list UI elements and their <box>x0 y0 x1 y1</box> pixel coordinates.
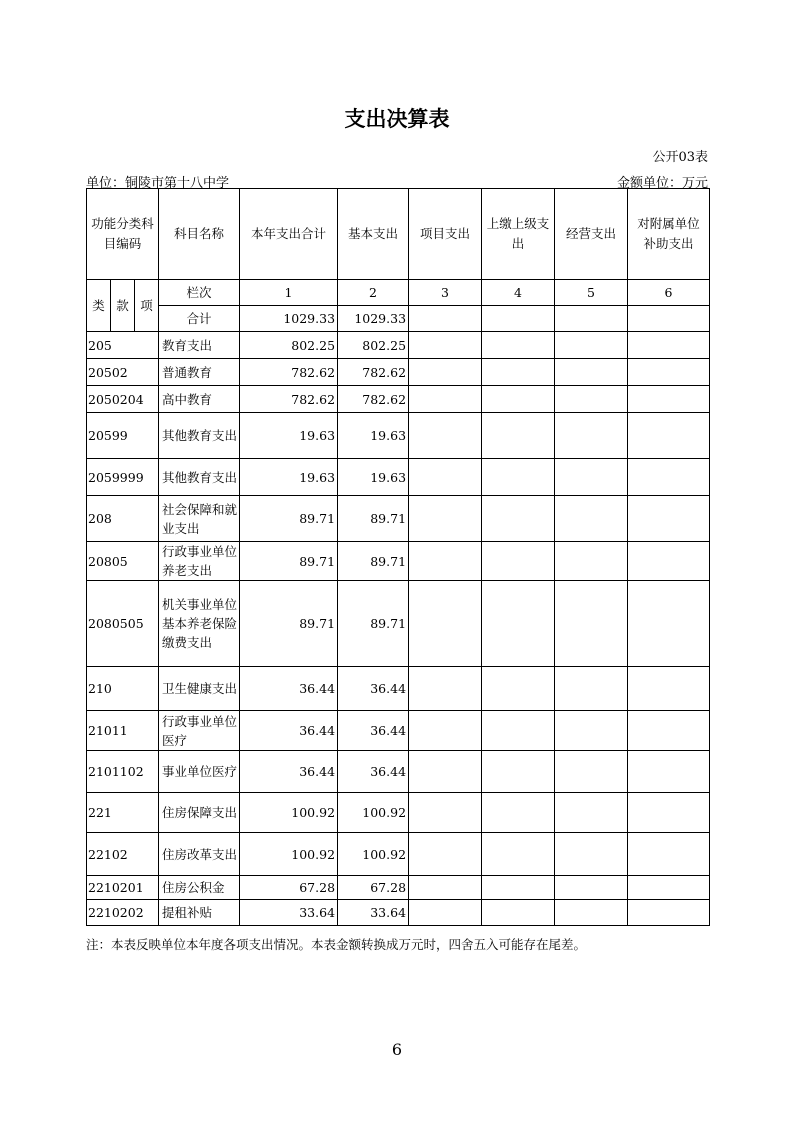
empty-cell <box>628 833 710 876</box>
empty-cell <box>628 542 710 581</box>
col-num-2: 2 <box>338 280 409 306</box>
empty-cell <box>555 581 628 667</box>
header-total: 本年支出合计 <box>240 189 338 280</box>
row-name: 高中教育 <box>159 386 240 413</box>
header-lei: 类 <box>87 280 111 332</box>
row-basic: 36.44 <box>338 667 409 711</box>
empty-cell <box>409 876 482 900</box>
row-basic: 100.92 <box>338 793 409 833</box>
row-basic: 89.71 <box>338 581 409 667</box>
table-row <box>87 711 710 751</box>
row-code: 205 <box>87 332 159 359</box>
row-name: 其他教育支出 <box>159 459 240 496</box>
row-basic: 19.63 <box>338 413 409 459</box>
empty-cell <box>628 359 710 386</box>
row-basic: 782.62 <box>338 359 409 386</box>
empty-cell <box>409 667 482 711</box>
empty-cell <box>628 332 710 359</box>
row-basic: 33.64 <box>338 900 409 926</box>
row-basic: 89.71 <box>338 542 409 581</box>
table-row <box>87 496 710 542</box>
sum-label: 合计 <box>159 306 240 332</box>
row-total: 36.44 <box>240 667 338 711</box>
row-total: 100.92 <box>240 793 338 833</box>
empty-cell <box>482 459 555 496</box>
empty-cell <box>409 793 482 833</box>
empty-cell <box>482 542 555 581</box>
row-name: 其他教育支出 <box>159 413 240 459</box>
row-code: 22102 <box>87 833 159 876</box>
row-name: 普通教育 <box>159 359 240 386</box>
row-total: 19.63 <box>240 413 338 459</box>
row-name: 住房保障支出 <box>159 793 240 833</box>
empty-cell <box>555 876 628 900</box>
empty-cell <box>482 413 555 459</box>
header-business: 经营支出 <box>555 189 628 280</box>
row-basic: 89.71 <box>338 496 409 542</box>
empty-cell <box>482 793 555 833</box>
empty-cell <box>628 386 710 413</box>
row-total: 36.44 <box>240 711 338 751</box>
empty-cell <box>628 581 710 667</box>
empty-cell <box>482 711 555 751</box>
empty-cell <box>409 581 482 667</box>
header-basic: 基本支出 <box>338 189 409 280</box>
header-name: 科目名称 <box>159 189 240 280</box>
row-name: 住房公积金 <box>159 876 240 900</box>
table-row <box>87 751 710 793</box>
header-code: 功能分类科目编码 <box>87 189 159 280</box>
row-code: 208 <box>87 496 159 542</box>
empty-cell <box>555 332 628 359</box>
row-total: 782.62 <box>240 386 338 413</box>
empty-cell <box>482 667 555 711</box>
row-name: 住房改革支出 <box>159 833 240 876</box>
col-num-1: 1 <box>240 280 338 306</box>
empty-cell <box>628 459 710 496</box>
empty-cell <box>409 386 482 413</box>
row-code: 2080505 <box>87 581 159 667</box>
column-label: 栏次 <box>159 280 240 306</box>
row-code: 2050204 <box>87 386 159 413</box>
empty-cell <box>628 751 710 793</box>
row-basic: 100.92 <box>338 833 409 876</box>
empty-cell <box>628 876 710 900</box>
col-num-4: 4 <box>482 280 555 306</box>
empty-cell <box>482 833 555 876</box>
table-row <box>87 876 710 900</box>
sum-total: 1029.33 <box>240 306 338 332</box>
row-total: 782.62 <box>240 359 338 386</box>
empty-cell <box>409 496 482 542</box>
empty-cell <box>628 900 710 926</box>
header-project: 项目支出 <box>409 189 482 280</box>
row-code: 210 <box>87 667 159 711</box>
empty-cell <box>555 496 628 542</box>
row-code: 20805 <box>87 542 159 581</box>
empty-cell <box>482 900 555 926</box>
header-upper: 上缴上级支出 <box>482 189 555 280</box>
empty-cell <box>628 711 710 751</box>
table-row <box>87 900 710 926</box>
row-name: 行政事业单位养老支出 <box>159 542 240 581</box>
table-row <box>87 793 710 833</box>
row-basic: 36.44 <box>338 751 409 793</box>
col-num-6: 6 <box>628 280 710 306</box>
page-title: 支出决算表 <box>344 107 450 131</box>
row-code: 2101102 <box>87 751 159 793</box>
empty-cell <box>555 711 628 751</box>
row-total: 33.64 <box>240 900 338 926</box>
row-total: 36.44 <box>240 751 338 793</box>
empty-cell <box>409 900 482 926</box>
row-name: 社会保障和就业支出 <box>159 496 240 542</box>
table-row <box>87 667 710 711</box>
footnote: 注：本表反映单位本年度各项支出情况。本表金额转换成万元时，四舍五入可能存在尾差。 <box>86 937 587 952</box>
row-total: 100.92 <box>240 833 338 876</box>
table-row <box>87 459 710 496</box>
table-row <box>87 359 710 386</box>
empty-cell <box>555 386 628 413</box>
row-name: 机关事业单位基本养老保险缴费支出 <box>159 581 240 667</box>
row-basic: 36.44 <box>338 711 409 751</box>
empty-cell <box>555 667 628 711</box>
row-name: 事业单位医疗 <box>159 751 240 793</box>
empty-cell <box>482 581 555 667</box>
row-total: 802.25 <box>240 332 338 359</box>
row-basic: 19.63 <box>338 459 409 496</box>
col-num-5: 5 <box>555 280 628 306</box>
form-number: 公开03表 <box>652 150 708 165</box>
table-row <box>87 386 710 413</box>
table-row <box>87 833 710 876</box>
empty-cell <box>555 459 628 496</box>
empty-cell <box>628 793 710 833</box>
empty-cell <box>555 413 628 459</box>
header-xiang: 项 <box>135 280 159 332</box>
expenditure-table <box>86 188 710 926</box>
row-total: 19.63 <box>240 459 338 496</box>
empty-cell <box>555 542 628 581</box>
header-kuan: 款 <box>111 280 135 332</box>
row-code: 20599 <box>87 413 159 459</box>
empty-cell <box>555 751 628 793</box>
row-basic: 67.28 <box>338 876 409 900</box>
page-number: 6 <box>391 1040 403 1059</box>
row-code: 2059999 <box>87 459 159 496</box>
row-code: 2210201 <box>87 876 159 900</box>
empty-cell <box>409 459 482 496</box>
empty-cell <box>482 332 555 359</box>
table-row <box>87 332 710 359</box>
empty-cell <box>409 711 482 751</box>
empty-cell <box>482 496 555 542</box>
empty-cell <box>409 332 482 359</box>
empty-cell <box>555 833 628 876</box>
empty-cell <box>482 359 555 386</box>
row-name: 教育支出 <box>159 332 240 359</box>
empty-cell <box>409 751 482 793</box>
empty-cell <box>409 413 482 459</box>
empty-cell <box>555 900 628 926</box>
row-code: 2210202 <box>87 900 159 926</box>
col-num-3: 3 <box>409 280 482 306</box>
unit-label: 单位：铜陵市第十八中学 <box>86 176 230 191</box>
empty-cell <box>555 793 628 833</box>
row-name: 提租补贴 <box>159 900 240 926</box>
row-name: 行政事业单位医疗 <box>159 711 240 751</box>
empty-cell <box>628 413 710 459</box>
row-total: 89.71 <box>240 581 338 667</box>
empty-cell <box>482 751 555 793</box>
empty-cell <box>482 386 555 413</box>
empty-cell <box>409 359 482 386</box>
table-row <box>87 413 710 459</box>
table-row <box>87 581 710 667</box>
header-subsidiary: 对附属单位补助支出 <box>628 189 710 280</box>
empty-cell <box>482 876 555 900</box>
sum-basic: 1029.33 <box>338 306 409 332</box>
row-total: 89.71 <box>240 542 338 581</box>
row-code: 21011 <box>87 711 159 751</box>
empty-cell <box>409 542 482 581</box>
row-code: 20502 <box>87 359 159 386</box>
row-basic: 782.62 <box>338 386 409 413</box>
row-total: 67.28 <box>240 876 338 900</box>
row-basic: 802.25 <box>338 332 409 359</box>
empty-cell <box>628 496 710 542</box>
empty-cell <box>409 833 482 876</box>
empty-cell <box>628 667 710 711</box>
table-row <box>87 542 710 581</box>
row-code: 221 <box>87 793 159 833</box>
empty-cell <box>555 359 628 386</box>
amount-unit-label: 金额单位：万元 <box>616 176 708 191</box>
row-name: 卫生健康支出 <box>159 667 240 711</box>
row-total: 89.71 <box>240 496 338 542</box>
